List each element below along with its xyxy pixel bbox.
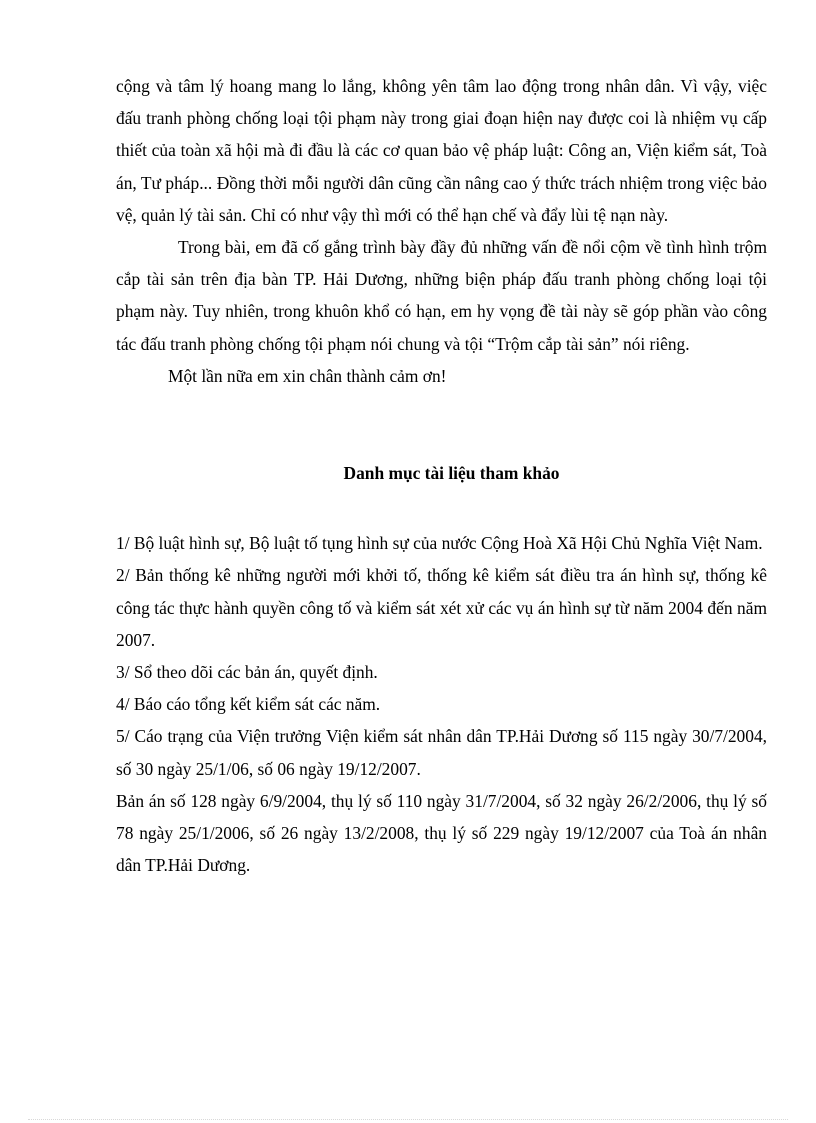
page-content xyxy=(116,70,767,881)
references-list xyxy=(116,527,767,881)
references-heading: Danh mục tài liệu tham khảo xyxy=(343,463,560,484)
reference-item-3: 3/ Sổ theo dõi các bản án, quyết định. xyxy=(116,662,378,683)
body-paragraph-1: cộng và tâm lý hoang mang lo lắng, không yên tâm lao động trong nhân dân. Vì vậy, việc đấu tranh phòng chống loại tội phạm này trong giai đoạn hiện nay được coi là nhiệm vụ cấp thiết của toàn xã hội mà đi đầu là các cơ quan bảo vệ pháp luật: Công an, Viện kiểm sát, Toà án, Tư pháp... Đồng thời mỗi người dân cũng cần nâng cao ý thức trách nhiệm trong việc bảo vệ, quản lý tài sản. Chỉ có như vậy thì mới có thể hạn chế và đẩy lùi tệ nạn này. xyxy=(116,76,767,225)
reference-item-2: 2/ Bản thống kê những người mới khởi tố, thống kê kiểm sát điều tra án hình sự, thống kê công tác thực hành quyền công tố và kiểm sát xét xử các vụ án hình sự từ năm 2004 đến năm 2007. xyxy=(116,565,767,650)
page-bottom-divider xyxy=(28,1119,788,1120)
reference-item-5: 5/ Cáo trạng của Viện trưởng Viện kiểm sát nhân dân TP.Hải Dương số 115 ngày 30/7/2004, số 30 ngày 25/1/06, số 06 ngày 19/12/2007. xyxy=(116,726,767,779)
closing-thanks: Một lần nữa em xin chân thành cảm ơn! xyxy=(168,365,447,386)
reference-item-4: 4/ Báo cáo tổng kết kiểm sát các năm. xyxy=(116,694,381,715)
reference-item-6: Bản án số 128 ngày 6/9/2004, thụ lý số 110 ngày 31/7/2004, số 32 ngày 26/2/2006, thụ lý số 78 ngày 25/1/2006, số 26 ngày 13/2/2008, thụ lý số 229 ngày 19/12/2007 của Toà án nhân dân TP.Hải Dương. xyxy=(116,790,767,876)
body-paragraph-2: Trong bài, em đã cố gắng trình bày đầy đủ những vấn đề nổi cộm về tình hình trộm cắp tài sản trên địa bàn TP. Hải Dương, những biện pháp đấu tranh phòng chống loại tội phạm này. Tuy nhiên, trong khuôn khổ có hạn, em hy vọng đề tài này sẽ góp phần vào công tác đấu tranh phòng chống tội phạm nói chung và tội “Trộm cắp tài sản” nói riêng. xyxy=(116,237,767,354)
reference-item-1: 1/ Bộ luật hình sự, Bộ luật tố tụng hình sự của nước Cộng Hoà Xã Hội Chủ Nghĩa Việt Nam. xyxy=(116,533,763,554)
